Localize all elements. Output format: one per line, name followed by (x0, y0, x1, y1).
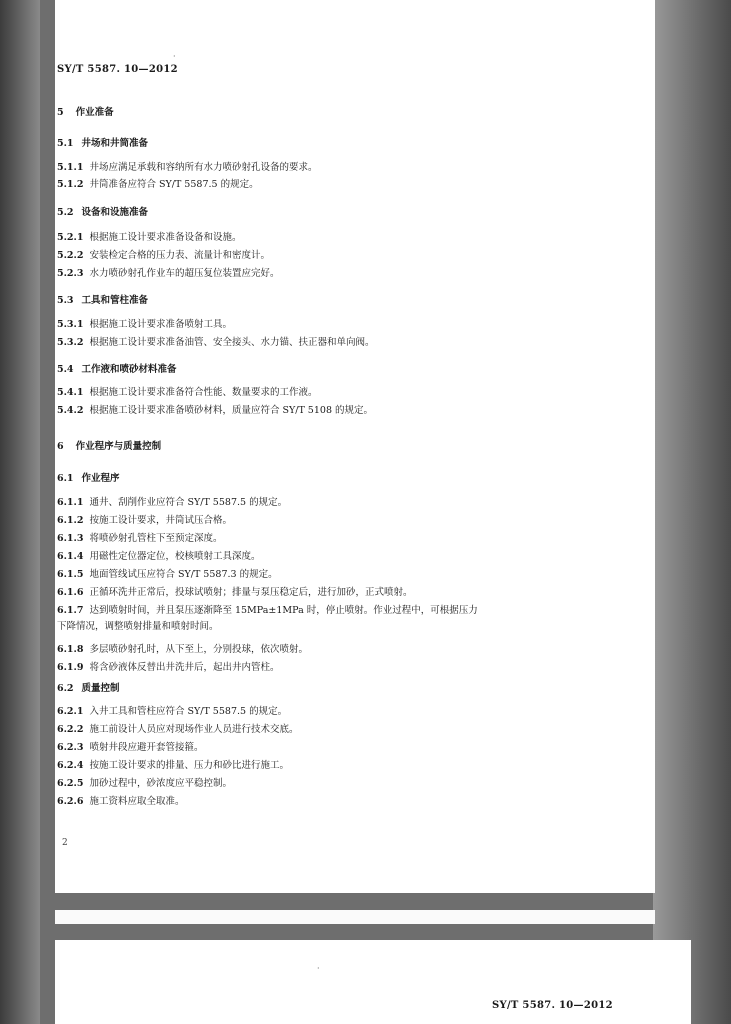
clause-number: 6.1.6 (57, 587, 84, 598)
clause-number: 6.1.1 (57, 497, 84, 508)
clause-item (57, 387, 317, 399)
clause-item (57, 760, 289, 772)
clause-number: 5.2.1 (57, 232, 84, 243)
clause-text: 井场和井筒准备 (81, 138, 149, 149)
clause-item (57, 724, 298, 736)
subsection-heading (57, 364, 177, 376)
subsection-heading (57, 683, 120, 695)
clause-item (57, 232, 241, 244)
scan-border-left (0, 0, 40, 1024)
clause-text: 作业程序与质量控制 (75, 441, 162, 452)
clause-number: 6.2.6 (57, 796, 84, 807)
clause-text: 达到喷射时间，并且泵压逐渐降至 15MPa±1MPa 时，停止喷射。作业过程中，可根据压力 (89, 605, 478, 616)
clause-text: 入井工具和管柱应符合 SY/T 5587.5 的规定。 (89, 706, 288, 717)
clause-number: 6.1.7 (57, 605, 84, 616)
clause-text: 下降情况，调整喷射排量和喷射时间。 (57, 621, 219, 632)
clause-text: 根据施工设计要求准备设备和设施。 (89, 232, 242, 243)
clause-text: 根据施工设计要求准备符合性能、数量要求的工作液。 (89, 387, 318, 398)
clause-item (57, 162, 317, 174)
subsection-heading (57, 207, 148, 219)
clause-item (57, 497, 287, 509)
clause-item (57, 742, 203, 754)
clause-text: 工具和管柱准备 (81, 295, 149, 306)
clause-number: 6 (57, 441, 64, 452)
clause-number: 5.3.1 (57, 319, 84, 330)
clause-number: 5.2 (57, 207, 74, 218)
clause-item (57, 268, 279, 280)
clause-number: 6.2.2 (57, 724, 84, 735)
clause-number: 6.2.5 (57, 778, 84, 789)
clause-number: 6.1.8 (57, 644, 84, 655)
clause-number: 5.1 (57, 138, 74, 149)
clause-number: 5.1.1 (57, 162, 84, 173)
clause-text: 井场应满足承载和容纳所有水力喷砂射孔设备的要求。 (89, 162, 318, 173)
clause-text: 多层喷砂射孔时，从下至上，分别投球，依次喷射。 (89, 644, 308, 655)
clause-number: 5.3.2 (57, 337, 84, 348)
clause-text: 设备和设施准备 (81, 207, 149, 218)
next-document-page (55, 940, 691, 1024)
clause-item (57, 319, 232, 331)
standard-header: SY/T 5587. 10—2012 (57, 64, 178, 75)
clause-number: 6.2.3 (57, 742, 84, 753)
clause-item (57, 405, 373, 417)
clause-number: 6.2.1 (57, 706, 84, 717)
clause-text: 施工资料应取全取准。 (89, 796, 185, 807)
section-heading (57, 441, 161, 453)
clause-text: 正循环洗井正常后，投球试喷射；排量与泵压稳定后，进行加砂，正式喷射。 (89, 587, 413, 598)
clause-text: 安装检定合格的压力表、流量计和密度计。 (89, 250, 270, 261)
clause-text: 喷射井段应避开套管接箍。 (89, 742, 204, 753)
clause-item (57, 250, 270, 262)
clause-number: 5.4 (57, 364, 74, 375)
clause-item (57, 662, 279, 674)
clause-text: 质量控制 (81, 683, 120, 694)
scan-border-right (653, 0, 731, 1024)
clause-text: 作业程序 (81, 473, 120, 484)
clause-item (57, 569, 278, 581)
clause-text: 通井、刮削作业应符合 SY/T 5587.5 的规定。 (89, 497, 288, 508)
clause-number: 6.1.2 (57, 515, 84, 526)
clause-number: 6.1.5 (57, 569, 84, 580)
clause-number: 5.4.1 (57, 387, 84, 398)
clause-item (57, 179, 259, 191)
clause-text: 作业准备 (75, 107, 114, 118)
clause-number: 5.3 (57, 295, 74, 306)
clause-item (57, 515, 232, 527)
section-heading (57, 107, 114, 119)
subsection-heading (57, 295, 148, 307)
clause-text: 地面管线试压应符合 SY/T 5587.3 的规定。 (89, 569, 278, 580)
next-page-header: SY/T 5587. 10—2012 (492, 1000, 613, 1011)
clause-number: 5.2.3 (57, 268, 84, 279)
clause-number: 6.1.4 (57, 551, 84, 562)
clause-item (57, 337, 374, 349)
clause-number: 5.4.2 (57, 405, 84, 416)
clause-number: 6.2.4 (57, 760, 84, 771)
clause-item (57, 796, 184, 808)
clause-text: 根据施工设计要求准备油管、安全接头、水力锚、扶正器和单向阀。 (89, 337, 375, 348)
page-separator-strip (55, 910, 655, 924)
clause-item (57, 533, 222, 545)
clause-text: 根据施工设计要求准备喷射工具。 (89, 319, 232, 330)
scan-speck: · (173, 52, 176, 61)
clause-item (57, 621, 219, 633)
clause-item (57, 605, 478, 617)
clause-number: 6.1 (57, 473, 74, 484)
clause-text: 水力喷砂射孔作业车的超压复位装置应完好。 (89, 268, 280, 279)
clause-item (57, 706, 287, 718)
clause-text: 根据施工设计要求准备喷砂材料，质量应符合 SY/T 5108 的规定。 (89, 405, 374, 416)
clause-text: 加砂过程中，砂浓度应平稳控制。 (89, 778, 232, 789)
clause-number: 6.1.3 (57, 533, 84, 544)
page-number: 2 (62, 838, 68, 848)
clause-number: 6.1.9 (57, 662, 84, 673)
clause-number: 5.2.2 (57, 250, 84, 261)
clause-number: 6.2 (57, 683, 74, 694)
clause-text: 按施工设计要求，井筒试压合格。 (89, 515, 232, 526)
clause-text: 工作液和喷砂材料准备 (81, 364, 177, 375)
clause-text: 将喷砂射孔管柱下至预定深度。 (89, 533, 223, 544)
subsection-heading (57, 138, 148, 150)
scan-speck: · (317, 964, 320, 973)
clause-number: 5.1.2 (57, 179, 84, 190)
clause-text: 将含砂液体反替出井洗井后，起出井内管柱。 (89, 662, 280, 673)
clause-text: 井筒准备应符合 SY/T 5587.5 的规定。 (89, 179, 259, 190)
clause-text: 用磁性定位器定位，校核喷射工具深度。 (89, 551, 261, 562)
clause-item (57, 778, 232, 790)
clause-text: 施工前设计人员应对现场作业人员进行技术交底。 (89, 724, 299, 735)
clause-item (57, 551, 260, 563)
clause-number: 5 (57, 107, 64, 118)
clause-text: 按施工设计要求的排量、压力和砂比进行施工。 (89, 760, 289, 771)
clause-item (57, 644, 308, 656)
subsection-heading (57, 473, 120, 485)
clause-item (57, 587, 412, 599)
